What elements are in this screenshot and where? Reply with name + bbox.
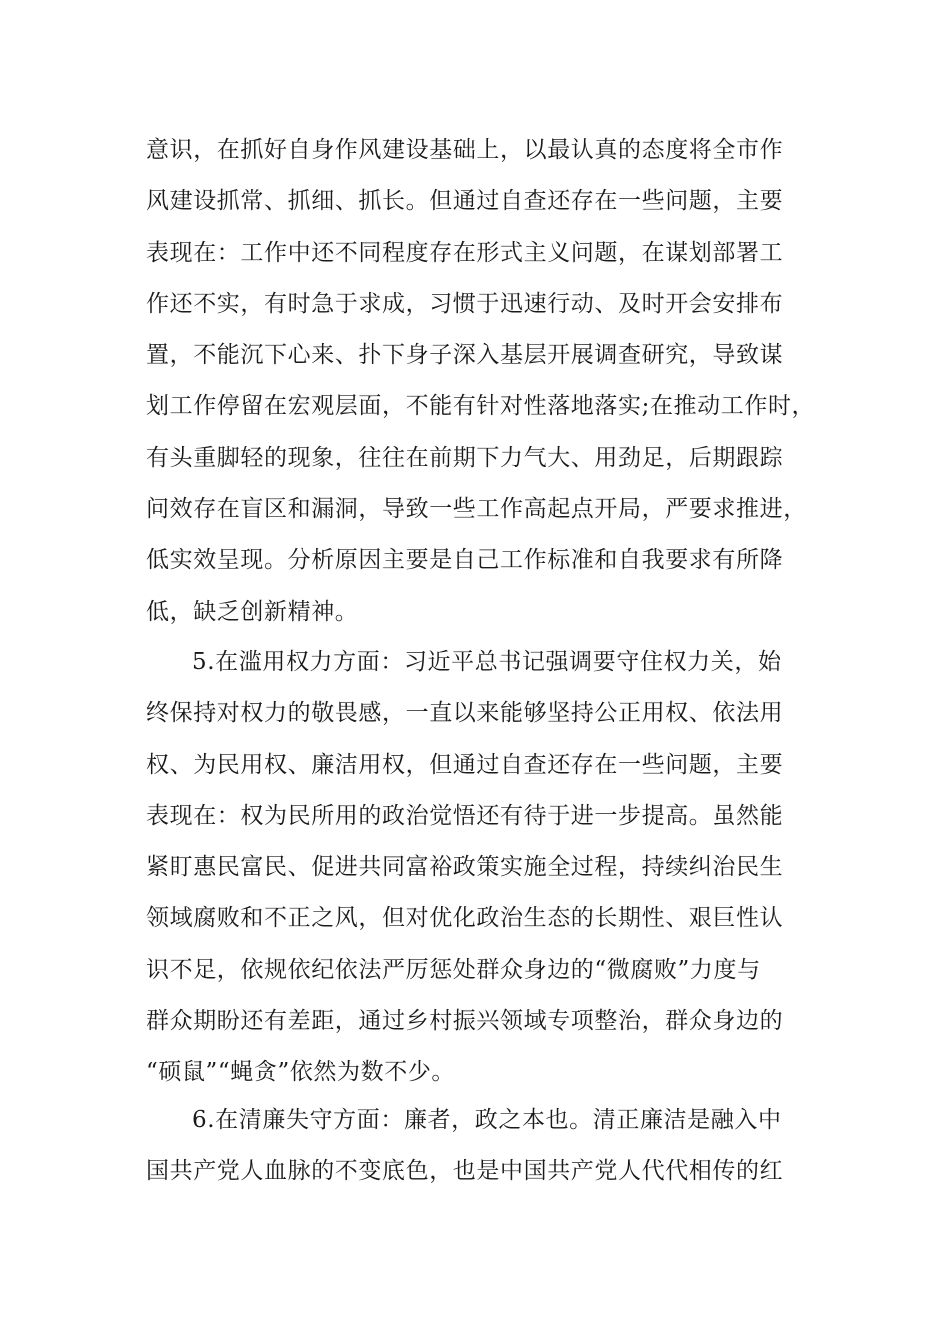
text-line: 领域腐败和不正之风，但对优化政治生态的长期性、艰巨性认	[146, 905, 784, 932]
text-line: 表现在：权为民所用的政治觉悟还有待于进一步提高。虽然能	[146, 802, 784, 829]
text-line: 群众期盼还有差距，通过乡村振兴领域专项整治，群众身边的	[146, 1008, 784, 1035]
text-line: 识不足，依规依纪依法严厉惩处群众身边的“微腐败”力度与	[146, 956, 761, 983]
text-line-first: 6.在清廉失守方面：廉者，政之本也。清正廉洁是融入中	[192, 1107, 782, 1133]
text-line: 问效存在盲区和漏洞，导致一些工作高起点开局，严要求推进，	[146, 496, 807, 523]
text-line: 低实效呈现。分析原因主要是自己工作标准和自我要求有所降	[146, 547, 784, 574]
paragraph-abuse-of-power	[146, 637, 806, 1099]
text-line: 终保持对权力的敬畏感，一直以来能够坚持公正用权、依法用	[146, 700, 784, 727]
text-line: 低，缺乏创新精神。	[146, 598, 359, 625]
text-line-first: 5.在滥用权力方面：习近平总书记强调要守住权力关，始	[192, 649, 782, 675]
paragraph-integrity	[146, 1095, 806, 1198]
text-line: 作还不实，有时急于求成，习惯于迅速行动、及时开会安排布	[146, 290, 784, 317]
text-line: 紧盯惠民富民、促进共同富裕政策实施全过程，持续纠治民生	[146, 854, 784, 881]
text-line: “硕鼠”“蝇贪”依然为数不少。	[146, 1059, 456, 1086]
text-line: 划工作停留在宏观层面，不能有针对性落地落实;在推动工作时，	[146, 393, 816, 420]
paragraph-work-style	[146, 125, 816, 638]
text-line: 权、为民用权、廉洁用权，但通过自查还存在一些问题，主要	[146, 751, 784, 778]
text-line: 国共产党人血脉的不变底色，也是中国共产党人代代相传的红	[146, 1158, 784, 1185]
text-line: 有头重脚轻的现象，往往在前期下力气大、用劲足，后期跟踪	[146, 444, 784, 471]
text-line: 风建设抓常、抓细、抓长。但通过自查还存在一些问题，主要	[146, 188, 784, 215]
text-line: 意识，在抓好自身作风建设基础上，以最认真的态度将全市作	[146, 137, 784, 163]
text-line: 置，不能沉下心来、扑下身子深入基层开展调查研究，导致谋	[146, 342, 784, 369]
text-line: 表现在：工作中还不同程度存在形式主义问题，在谋划部署工	[146, 239, 784, 266]
